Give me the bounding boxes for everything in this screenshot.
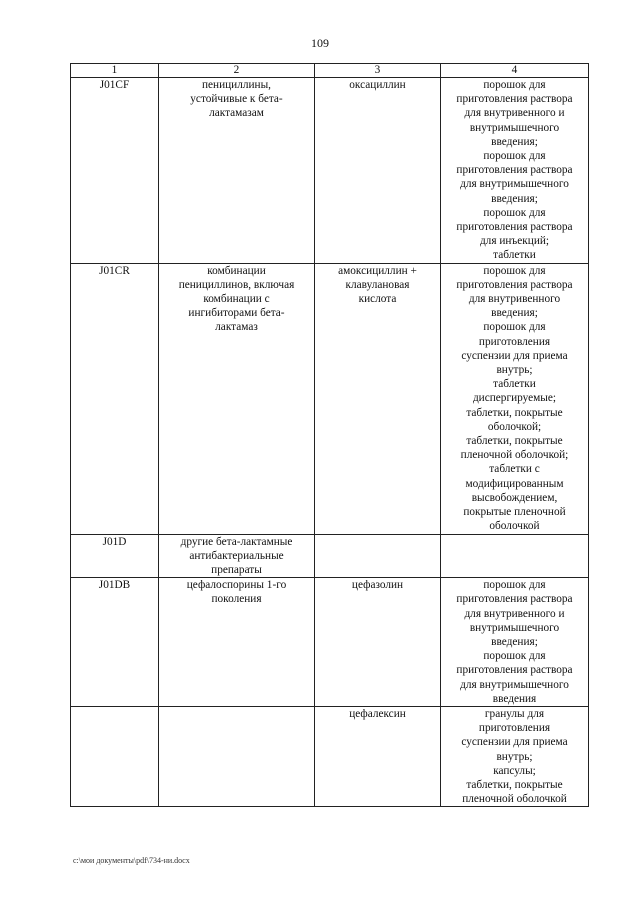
dosage-forms-cell: порошок для приготовления раствора для внутривенного и внутримышечного введения; порошок для приготовления раствора для внутримышечного введения [441,578,589,707]
medicines-table [70,63,589,807]
dosage-forms-cell: порошок для приготовления раствора для внутривенного введения; порошок для приготовления суспензии для приема внутрь; таблетки диспергируемые; таблетки, покрытые оболочкой; таблетки, покрытые пленочной оболочкой; таблетки с модифицированным высвобождением, покрытые пленочной оболочкой [441,263,589,534]
column-header: 1 [71,64,159,78]
column-header: 3 [315,64,441,78]
atc-code-cell: J01DB [71,578,159,707]
atc-code-cell: J01CR [71,263,159,534]
table-row [71,78,589,264]
substance-cell [315,534,441,578]
table-row [71,578,589,707]
atc-code-cell: J01D [71,534,159,578]
table-header-row [71,64,589,78]
dosage-forms-cell: порошок для приготовления раствора для внутривенного и внутримышечного введения; порошок для приготовления раствора для внутримышечного введения; порошок для приготовления раствора для инъекций; таблетки [441,78,589,264]
substance-cell: амоксициллин + клавулановая кислота [315,263,441,534]
group-cell: цефалоспорины 1-го поколения [159,578,315,707]
dosage-forms-cell [441,534,589,578]
page-number: 109 [311,36,329,50]
atc-code-cell: J01CF [71,78,159,264]
substance-cell: оксациллин [315,78,441,264]
substance-cell: цефазолин [315,578,441,707]
table-row [71,263,589,534]
group-cell: комбинации пенициллинов, включая комбинации с ингибиторами бета- лактамаз [159,263,315,534]
group-cell: пенициллины, устойчивые к бета- лактамазам [159,78,315,264]
atc-code-cell [71,706,159,806]
group-cell [159,706,315,806]
table-row [71,534,589,578]
column-header: 2 [159,64,315,78]
column-header: 4 [441,64,589,78]
dosage-forms-cell: гранулы для приготовления суспензии для приема внутрь; капсулы; таблетки, покрытые пленочной оболочкой [441,706,589,806]
group-cell: другие бета-лактамные антибактериальные препараты [159,534,315,578]
table-row [71,706,589,806]
document-path-footer: c:\мои документы\pdf\734-ни.docx [73,856,190,865]
substance-cell: цефалексин [315,706,441,806]
